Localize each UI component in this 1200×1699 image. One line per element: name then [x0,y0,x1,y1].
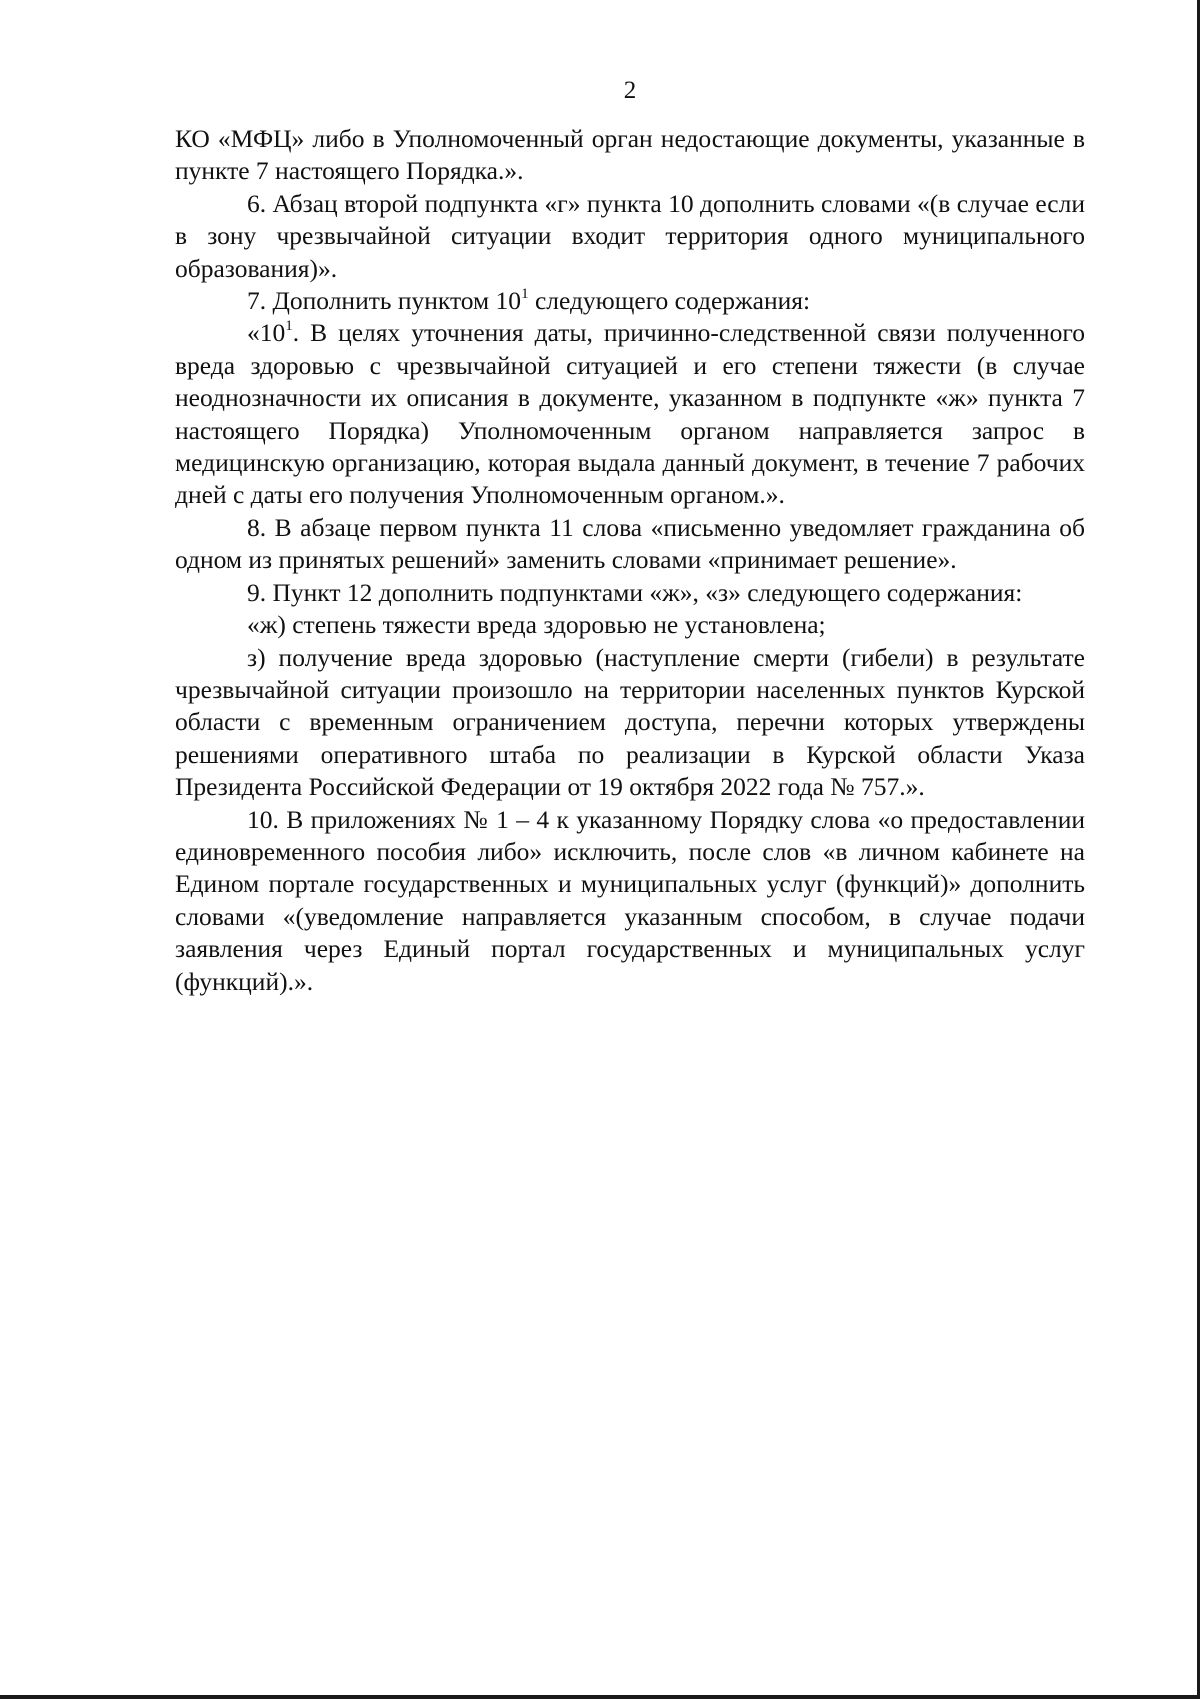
superscript-1: 1 [521,286,529,303]
page-number: 2 [623,77,637,104]
paragraph-item-7-text-before: 7. Дополнить пунктом 10 [247,286,522,316]
superscript-1: 1 [285,318,293,335]
paragraph-quoted-10-1-text-before: «10 [247,318,286,348]
paragraph-item-8: 8. В абзаце первом пункта 11 слова «письменно уведомляет гражданина об одном из принятых решений» заменить словами «принимает решение». [175,512,1085,575]
paragraph-item-10: 10. В приложениях № 1 – 4 к указанному Порядку слова «о предоставлении единовременного пособия либо» исключить, после слов «в личном кабинете на Едином портале государственных и муниципальных услуг (функций)» дополнить словами «(уведомление направляется указанным способом, в случае подачи заявления через Единый портал государственных и муниципальных услуг (функций).». [175,804,1085,996]
paragraph-item-9: 9. Пункт 12 дополнить подпунктами «ж», «з» следующего содержания: [247,577,1023,607]
paragraph-item-7-text-after: следующего содержания: [528,286,811,316]
document-body [175,123,1085,998]
paragraph-item-6: 6. Абзац второй подпункта «г» пункта 10 дополнить словами «(в случае если в зону чрезвычайной ситуации входит территория одного муниципального образования)». [175,188,1085,283]
paragraph-quoted-10-1-text-after: . В целях уточнения даты, причинно-следственной связи полученного вреда здоровью с чрезвычайной ситуацией и его степени тяжести (в случае неоднозначности их описания в документе, указанном в подпункте «ж» пункта 7 настоящего Порядка) Уполномоченным органом направляется запрос в медицинскую организацию, которая выдала данный документ, в течение 7 рабочих дней с даты его получения Уполномоченным органом.». [175,318,1085,510]
paragraph-quoted-10-1 [175,317,1085,511]
scan-edge-bottom [0,1695,1200,1699]
paragraph-subitem-zh: «ж) степень тяжести вреда здоровью не установлена; [247,610,826,640]
paragraph-continuation: КО «МФЦ» либо в Уполномоченный орган недостающие документы, указанные в пункте 7 настоящего Порядка.». [175,124,1085,186]
paragraph-item-7 [175,285,1085,317]
paragraph-subitem-z: з) получение вреда здоровью (наступление смерти (гибели) в результате чрезвычайной ситуации произошло на территории населенных пунктов Курской области с временным ограничением доступа, перечни которых утверждены решениями оперативного штаба по реализации в Курской области Указа Президента Российской Федерации от 19 октября 2022 года № 757.». [175,642,1085,802]
